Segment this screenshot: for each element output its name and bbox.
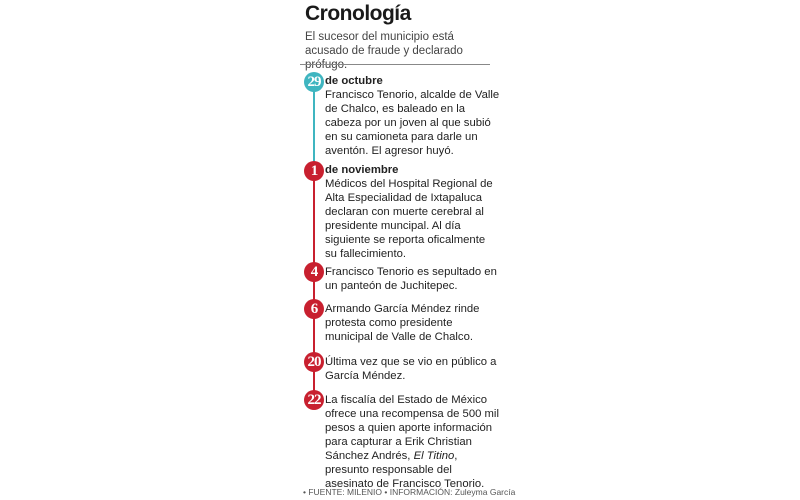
timeline-entry xyxy=(325,393,500,491)
day-marker: 22 xyxy=(304,390,324,410)
day-marker: 4 xyxy=(304,262,324,282)
day-marker: 1 xyxy=(304,161,324,181)
timeline-entry xyxy=(325,74,500,158)
entry-text: Francisco Tenorio, alcalde de Valle de Chalco, es baleado en la cabeza por un joven al que subió en su camioneta para darle un aventón. El agresor huyó. xyxy=(325,89,500,157)
month-label: de octubre xyxy=(325,75,383,87)
entry-text: Última vez que se vio en público a García Méndez. xyxy=(325,356,497,382)
month-label: de noviembre xyxy=(325,164,399,176)
source-credit: • FUENTE: MILENIO • INFORMACIÓN: Zuleyma García xyxy=(303,487,516,497)
chronology-panel xyxy=(300,0,516,500)
page-title: Cronología xyxy=(305,2,411,25)
divider xyxy=(300,64,490,65)
entry-text: Francisco Tenorio es sepultado en un panteón de Juchitepec. xyxy=(325,266,497,292)
entry-text-continued: , presunto responsable del asesinato de Francisco Tenorio. xyxy=(325,450,485,490)
timeline-entry xyxy=(325,302,500,344)
day-marker: 20 xyxy=(304,352,324,372)
day-marker: 6 xyxy=(304,299,324,319)
timeline-entry xyxy=(325,163,500,261)
nickname: El Titino xyxy=(413,450,455,462)
day-marker: 29 xyxy=(304,72,324,92)
entry-text: La fiscalía del Estado de México ofrece una recompensa de 500 mil pesos a quien aporte información para capturar a Erik Christian Sánchez Andrés, xyxy=(325,394,499,462)
entry-text: Médicos del Hospital Regional de Alta Especialidad de Ixtapaluca declaran con muerte cerebral al presidente muncipal. Al día siguiente se reporta oficalmente su fallecimiento. xyxy=(325,178,493,260)
timeline-entry xyxy=(325,355,500,383)
entry-text: Armando García Méndez rinde protesta como presidente municipal de Valle de Chalco. xyxy=(325,303,480,343)
timeline-line-october xyxy=(313,90,315,170)
subtitle: El sucesor del municipio está acusado de fraude y declarado prófugo. xyxy=(305,31,463,71)
timeline-entry xyxy=(325,265,500,293)
